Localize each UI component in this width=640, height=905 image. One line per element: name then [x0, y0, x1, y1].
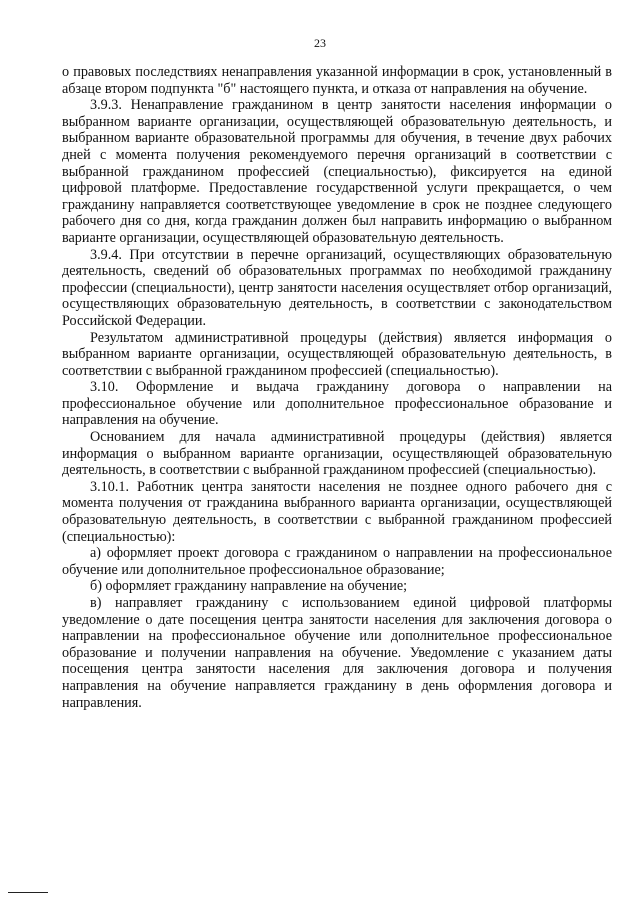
list-item-v: в) направляет гражданину с использованием единой цифровой платформы уведомление о дате посещения центра занятости населения для заключения договора о направлении на профессиональное обучение или дополнительное профессиональное образование и получении направления на обучение. Уведомление с указанием даты посещения центра занятости населения для заключения договора и получения направления на обучение направляется гражданину в день оформления договора и направления. [62, 595, 612, 711]
paragraph-3-10-1: 3.10.1. Работник центра занятости населения не позднее одного рабочего дня с момента получения от гражданина выбранного варианта организации, осуществляющей образовательную деятельность, в соответствии с выбранной гражданином профессией (специальностью): [62, 478, 612, 545]
list-item-a: а) оформляет проект договора с гражданином о направлении на профессиональное обучение или дополнительное профессиональное образование; [62, 545, 612, 578]
paragraph-continuation: о правовых последствиях ненаправления указанной информации в срок, установленный в абзаце втором подпункта "б" настоящего пункта, и отказа от направления на обучение. [62, 64, 612, 97]
footer-rule [8, 892, 48, 893]
paragraph-result-3-9: Результатом административной процедуры (действия) является информация о выбранном варианте организации, осуществляющей образовательную деятельность, в соответствии с выбранной гражданином профессией (специальностью). [62, 329, 612, 379]
page-number: 23 [314, 36, 326, 50]
paragraph-basis-3-10: Основанием для начала административной процедуры (действия) является информация о выбранном варианте организации, осуществляющей образовательную деятельность, в соответствии с выбранной гражданином профессией (специальностью). [62, 429, 612, 479]
paragraph-3-9-3: 3.9.3. Ненаправление гражданином в центр занятости населения информации о выбранном варианте организации, осуществляющей образовательную деятельность, и выбранном варианте образовательной программы для обучения, в течение двух рабочих дней с момента получения рекомендуемого перечня организаций в соответствии с выбранной гражданином профессией (специальностью), фиксируется на единой цифровой платформе. Предоставление государственной услуги прекращается, о чем гражданину направляется соответствующее уведомление в срок не позднее следующего рабочего дня со дня, когда гражданин должен был направить информацию о выбранном варианте организации, осуществляющей образовательную деятельность. [62, 97, 612, 246]
paragraph-3-10: 3.10. Оформление и выдача гражданину договора о направлении на профессиональное обучение или дополнительное профессиональное образование и направления на обучение. [62, 379, 612, 429]
paragraph-3-9-4: 3.9.4. При отсутствии в перечне организаций, осуществляющих образовательную деятельность, сведений об образовательных программах по необходимой гражданину профессии (специальности), центр занятости населения осуществляет отбор организаций, осуществляющих образовательную деятельность, в соответствии с законодательством Российской Федерации. [62, 246, 612, 329]
document-body [62, 64, 612, 711]
list-item-b: б) оформляет гражданину направление на обучение; [90, 578, 408, 595]
